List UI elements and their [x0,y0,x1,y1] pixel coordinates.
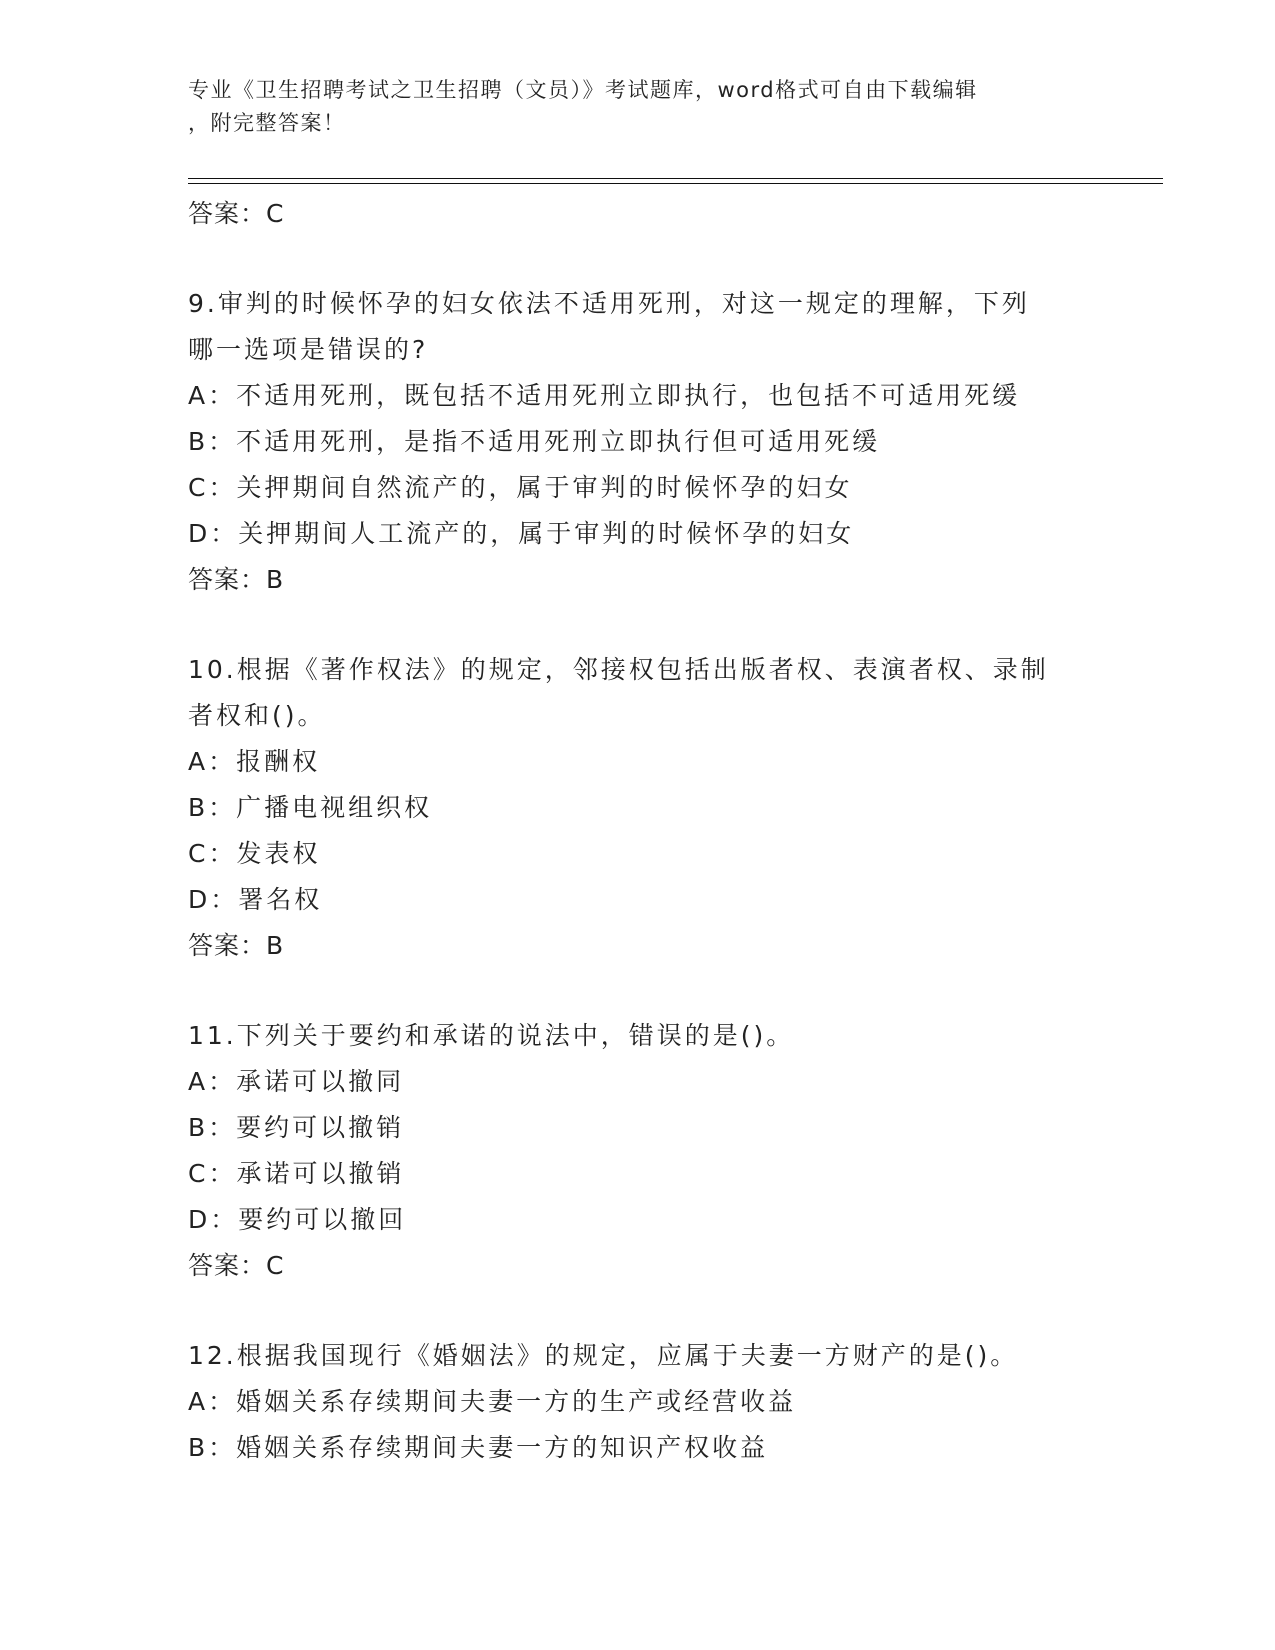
option-b: B：婚姻关系存续期间夫妻一方的知识产权收益 [188,1433,769,1462]
header-line-2: ，附完整答案！ [188,111,346,135]
answer-line: 答案：C [188,1251,285,1280]
question-stem: 11.下列关于要约和承诺的说法中，错误的是()。 [188,1021,795,1050]
question-9 [188,281,1088,603]
question-10 [188,647,1088,969]
header-line-1: 专业《卫生招聘考试之卫生招聘（文员）》考试题库，word格式可自由下载编辑 [188,78,978,102]
option-c: C：承诺可以撤销 [188,1159,405,1188]
document-header [188,74,1088,140]
spacer [188,237,1088,281]
option-d: D：关押期间人工流产的，属于审判的时候怀孕的妇女 [188,519,855,548]
question-stem: 10.根据《著作权法》的规定，邻接权包括出版者权、表演者权、录制 [188,655,1049,684]
question-11 [188,1013,1088,1289]
answer-line: 答案：B [188,565,285,594]
spacer [188,603,1088,647]
option-b: B：广播电视组织权 [188,793,433,822]
question-stem-continued: 哪一选项是错误的? [188,335,429,364]
header-divider-bottom [188,183,1163,184]
option-d: D：署名权 [188,885,323,914]
answer-line: 答案：B [188,931,285,960]
option-b: B：要约可以撤销 [188,1113,405,1142]
option-c: C：发表权 [188,839,321,868]
option-a: A：报酬权 [188,747,321,776]
header-divider-top [188,178,1163,179]
document-body [188,191,1088,1471]
option-a: A：不适用死刑，既包括不适用死刑立即执行，也包括不可适用死缓 [188,381,1021,410]
question-stem-continued: 者权和()。 [188,701,326,730]
answer-line: 答案：C [188,199,285,228]
question-stem: 12.根据我国现行《婚姻法》的规定，应属于夫妻一方财产的是()。 [188,1341,1019,1370]
spacer [188,1289,1088,1333]
option-c: C：关押期间自然流产的，属于审判的时候怀孕的妇女 [188,473,853,502]
question-stem: 9.审判的时候怀孕的妇女依法不适用死刑，对这一规定的理解，下列 [188,289,1030,318]
option-a: A：承诺可以撤同 [188,1067,405,1096]
question-12 [188,1333,1088,1471]
spacer [188,969,1088,1013]
option-a: A：婚姻关系存续期间夫妻一方的生产或经营收益 [188,1387,797,1416]
option-b: B：不适用死刑，是指不适用死刑立即执行但可适用死缓 [188,427,881,456]
option-d: D：要约可以撤回 [188,1205,407,1234]
